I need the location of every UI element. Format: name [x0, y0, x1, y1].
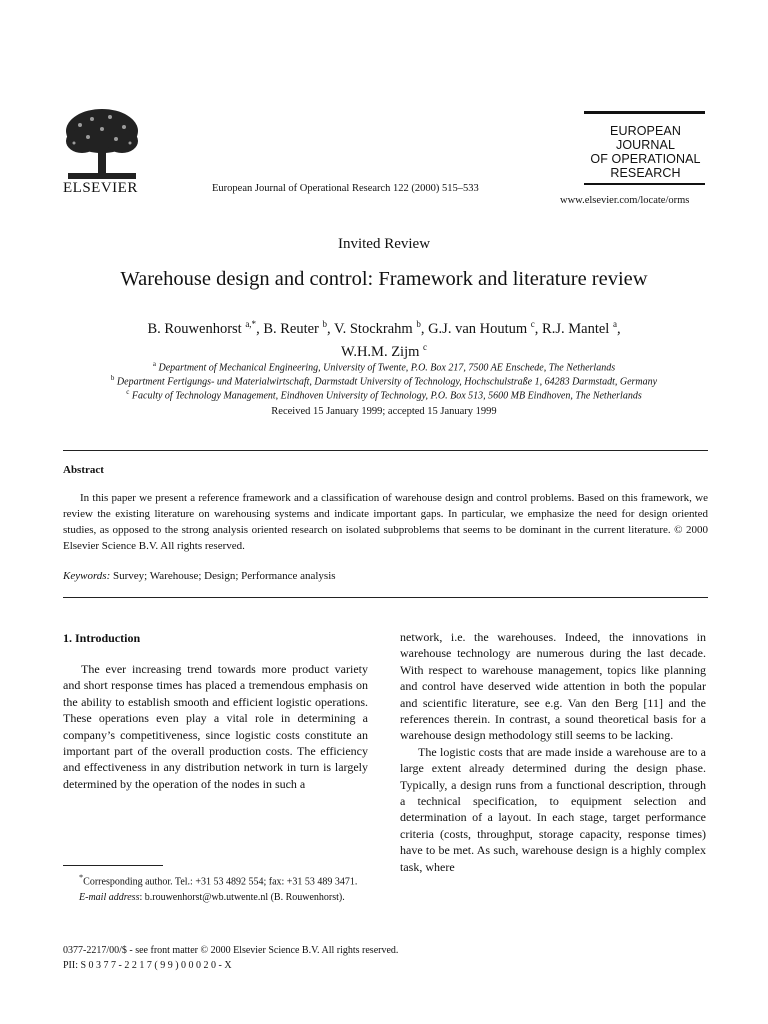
- author-name: B. Rouwenhorst: [147, 320, 242, 337]
- author-affil-mark: c: [423, 341, 428, 352]
- front-matter: [63, 943, 398, 973]
- author-affil-mark: c: [530, 319, 535, 329]
- affiliation-mark: a: [152, 360, 156, 368]
- journal-title: [584, 114, 707, 180]
- affiliation-text: Faculty of Technology Management, Eindhoven University of Technology, P.O. Box 513, 5600 MB Eindhoven, The Netherlands: [131, 390, 642, 402]
- journal-title-line: OF OPERATIONAL: [590, 152, 701, 166]
- author-line-2: [0, 338, 768, 361]
- front-matter-line: 0377-2217/00/$ - see front matter © 2000 Elsevier Science B.V. All rights reserved.: [63, 945, 399, 956]
- journal-title-box: [584, 111, 707, 185]
- pii-line: PII: S 0 3 7 7 - 2 2 1 7 ( 9 9 ) 0 0 0 2 0 - X: [63, 960, 232, 971]
- elsevier-tree-logo: [60, 105, 144, 185]
- affiliation-mark: c: [126, 388, 130, 396]
- keywords: [63, 570, 336, 582]
- affiliation: [0, 374, 768, 387]
- author-name: W.H.M. Zijm: [340, 343, 420, 360]
- body-paragraph: The ever increasing trend towards more product variety and short response times has placed a tremendous emphasis on the ability to establish smooth and efficient logistic operations. These operations even play a vital role in determining a company’s competitiveness, since logistic costs constitute an important part of the overall production costs. The efficiency and effectiveness in any distribution network in turn is largely determined by the operation of the nodes in such a: [63, 662, 368, 791]
- affiliation-text: Department Fertigungs- und Materialwirtschaft, Darmstadt University of Technology, Hochschulstraße 1, 64283 Darmstadt, Germany: [116, 376, 658, 388]
- footnote-corresponding-text: Corresponding author. Tel.: +31 53 4892 554; fax: +31 53 489 3471.: [83, 876, 358, 888]
- body-paragraph: The logistic costs that are made inside a warehouse are to a large extent already determined during the design phase. Typically, a design runs from a functional description, through a technical specification, to equipment selection and determination of a layout. In each stage, target performance criteria (costs, throughput, storage capacity, response times) have to be met. As such, warehouse design is a highly complex task, where: [400, 744, 706, 874]
- section-label: Invited Review: [337, 236, 431, 252]
- journal-title-line: EUROPEAN: [610, 124, 681, 138]
- affiliation: [0, 360, 768, 373]
- body-column-left: [63, 661, 368, 792]
- affiliation-mark: b: [110, 374, 115, 382]
- footnote-rule: [63, 865, 163, 866]
- divider: [63, 450, 708, 451]
- article-title: Warehouse design and control: Framework and literature review: [120, 268, 648, 290]
- author-line-1: B. Rouwenhorst $^{a,*}$, B. Reuter $^b$, V. Stockrahm $^b$, G.J. van Houtum $^c$, R.J. Mantel $^a$,: [147, 319, 621, 337]
- affiliation: [0, 388, 768, 401]
- body-paragraph: network, i.e. the warehouses. Indeed, the innovations in warehouse technology are numerous during the last decade. With respect to warehouse management, topics like planning and control have deserved wide attention in both the popular and scientific literature, see e.g. Van den Berg [11] and the references therein. In contrast, a sound theoretical basis for a warehouse design methodology still seems to be lacking.: [400, 630, 706, 743]
- publisher-name: ELSEVIER: [63, 180, 138, 196]
- journal-rule-bottom: [584, 183, 705, 185]
- journal-title-line: RESEARCH: [610, 166, 681, 180]
- keywords-list: Survey; Warehouse; Design; Performance analysis: [113, 570, 336, 582]
- author-affil-mark: a: [612, 319, 617, 329]
- affiliation-text: Department of Mechanical Engineering, University of Twente, P.O. Box 217, 7500 AE Enschede, The Netherlands: [158, 362, 616, 374]
- abstract-text: In this paper we present a reference framework and a classification of warehouse design and control problems. Based on this framework, we review the existing literature on warehousing systems and indicate important gaps. In particular, we emphasize the need for design oriented studies, as opposed to the strong analysis oriented research on isolated subproblems that seems to be dominant in the current literature. © 2000 Elsevier Science B.V. All rights reserved.: [63, 492, 708, 552]
- author-name: V. Stockrahm: [334, 320, 413, 337]
- author-affil-mark: a,*: [245, 319, 257, 329]
- section-heading: 1. Introduction: [63, 631, 141, 645]
- journal-url[interactable]: www.elsevier.com/locate/orms: [560, 195, 690, 206]
- footnote-email: [63, 890, 368, 906]
- email-label: E-mail address: [79, 892, 140, 904]
- author-name: B. Reuter: [263, 320, 319, 337]
- journal-title-line: JOURNAL: [615, 138, 676, 152]
- footnote-marker: *: [79, 873, 84, 882]
- author-affil-mark: b: [322, 319, 328, 329]
- author-list: [0, 315, 768, 361]
- email-address[interactable]: : b.rouwenhorst@wb.utwente.nl (B. Rouwenhorst).: [139, 892, 345, 904]
- received-dates: Received 15 January 1999; accepted 15 January 1999: [271, 406, 497, 417]
- author-name: G.J. van Houtum: [428, 320, 528, 337]
- footnote: [63, 870, 368, 906]
- author-name: R.J. Mantel: [542, 320, 610, 337]
- footnote-corresponding: [63, 870, 368, 890]
- keywords-label: Keywords:: [63, 570, 111, 582]
- journal-citation: European Journal of Operational Research 122 (2000) 515–533: [212, 183, 479, 194]
- body-column-right: [400, 629, 706, 875]
- author-affil-mark: b: [416, 319, 421, 329]
- abstract-heading: Abstract: [63, 464, 104, 476]
- divider: [63, 597, 708, 598]
